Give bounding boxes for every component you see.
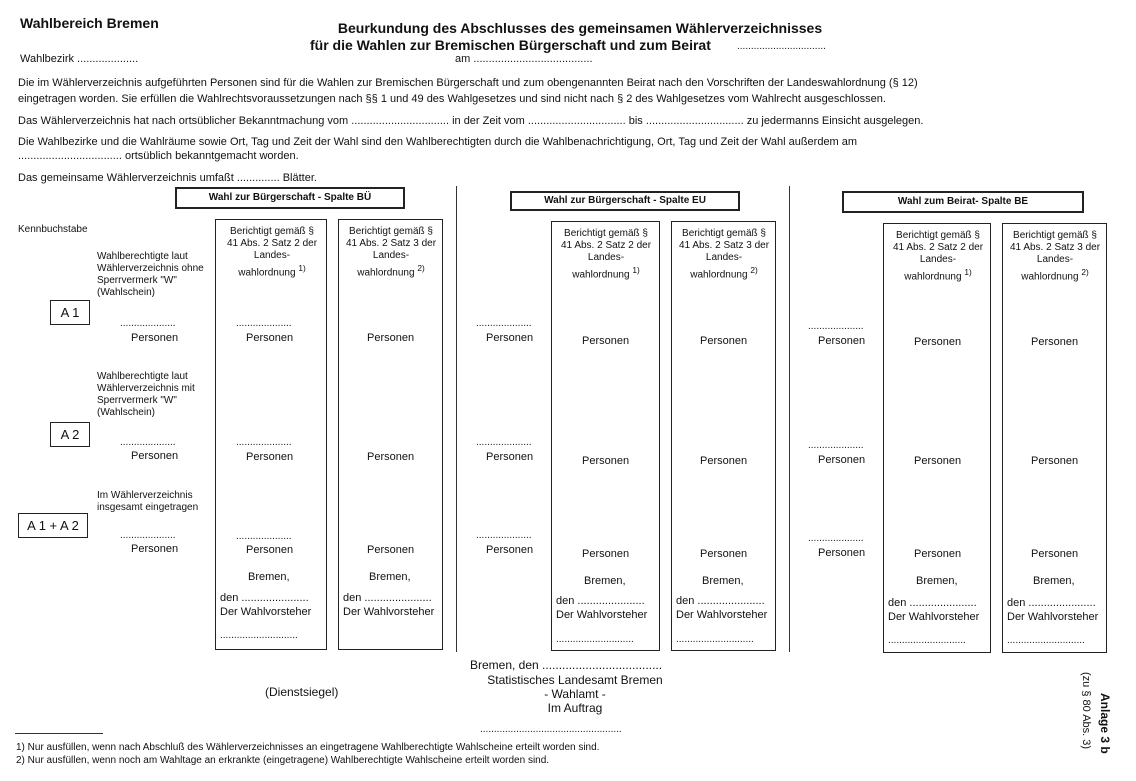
bu-wahlvorsteher-satz2: Der Wahlvorsteher <box>220 606 312 618</box>
eu-a2-personen: Personen <box>486 451 534 463</box>
a2-count-dots: .................... <box>120 437 176 448</box>
a1-personen: Personen <box>131 332 179 344</box>
bu-den-satz2: den ...................... <box>220 592 309 604</box>
be-col-satz3-heading: Berichtigt gemäß § 41 Abs. 2 Satz 3 der Landes- wahlordnung $^{2)}$ <box>1009 230 1101 283</box>
be-a12-dots: .................... <box>808 533 864 544</box>
be-den-satz2: den ...................... <box>888 597 977 609</box>
bu-a12-personen-satz3: Personen <box>367 544 415 556</box>
section-header-eu: Wahl zur Bürgerschaft - Spalte EU <box>510 191 740 211</box>
eu-a12-dots: .................... <box>476 530 532 541</box>
section-header-bu: Wahl zur Bürgerschaft - Spalte BÜ <box>175 187 405 209</box>
eu-a12-personen-satz2: Personen <box>582 548 630 560</box>
eu-a12-personen: Personen <box>486 544 534 556</box>
section-header-be: Wahl zum Beirat- Spalte BE <box>842 191 1084 213</box>
be-signature-satz2: ............................ <box>888 635 966 646</box>
eu-a2-dots: .................... <box>476 437 532 448</box>
a12-personen: Personen <box>131 543 179 555</box>
be-a12-personen-satz3: Personen <box>1031 548 1079 560</box>
footnote-separator <box>15 733 103 734</box>
eu-a1-personen-satz2: Personen <box>582 335 630 347</box>
be-a1-personen: Personen <box>818 335 866 347</box>
eu-den-satz3: den ...................... <box>676 595 765 607</box>
kennbuchstabe-label: Kennbuchstabe <box>18 224 88 235</box>
bu-col-satz3-heading: Berichtigt gemäß § 41 Abs. 2 Satz 3 der Landes- wahlordnung $^{2)}$ <box>345 226 437 279</box>
paragraph-3-line2: .................................. ortsüblich bekanntgemacht worden. <box>18 150 299 162</box>
office-name: Statistisches Landesamt Bremen <box>487 673 663 687</box>
a2-personen: Personen <box>131 450 179 462</box>
bu-a2-personen-satz3: Personen <box>367 451 415 463</box>
footnote-1: 1) Nur ausfüllen, wenn nach Abschluß des Wählerverzeichnisses an eingetragene Wahlberechtigte Wahlscheine erteilt worden sind. <box>16 742 600 753</box>
bu-a1-personen-satz2: Personen <box>246 332 294 344</box>
footnote-2: 2) Nur ausfüllen, wenn noch am Wahltage an erkrankte (eingetragene) Wahlberechtigte Wahlscheine erteilt worden sind. <box>16 755 550 766</box>
wahlbezirk-field: Wahlbezirk .................... <box>20 53 139 65</box>
be-a2-personen-satz3: Personen <box>1031 455 1079 467</box>
eu-signature-satz2: ............................ <box>556 634 634 645</box>
document-title-line1: Beurkundung des Abschlusses des gemeinsamen Wählerverzeichnisses <box>337 20 823 36</box>
paragraph-1-line2: eingetragen worden. Sie erfüllen die Wahlrechtsvoraussetzungen nach §§ 1 und 49 des Wahlgesetzes und sind nicht nach § 2 des Wahlgesetzes vom Wahlrecht ausgeschlossen. <box>18 93 886 105</box>
code-a1: A 1 <box>50 300 90 325</box>
bu-bremen-satz3: Bremen, <box>369 571 411 583</box>
bu-col-satz3 <box>338 219 443 650</box>
bu-a1-personen-satz3: Personen <box>367 332 415 344</box>
be-col-satz2-heading: Berichtigt gemäß § 41 Abs. 2 Satz 2 der Landes- wahlordnung $^{1)}$ <box>892 230 984 283</box>
bu-a1-dots-satz2: .................... <box>236 318 292 329</box>
eu-den-satz2: den ...................... <box>556 595 645 607</box>
bu-col-satz2-heading: Berichtigt gemäß § 41 Abs. 2 Satz 2 der Landes- wahlordnung $^{1)}$ <box>226 226 318 279</box>
eu-col-satz2 <box>551 221 660 651</box>
a12-description: Im Wählerverzeichnis insgesamt eingetragen <box>97 490 199 513</box>
footer-bremen-date: Bremen, den .................................... <box>470 658 663 672</box>
eu-a1-personen-satz3: Personen <box>700 335 748 347</box>
eu-bremen-satz3: Bremen, <box>702 575 744 587</box>
paragraph-3-line1: Die Wahlbezirke und die Wahlräume sowie Ort, Tag und Zeit der Wahl sind den Wahlberechtigten durch die Wahlbenachrichtigung, Ort, Tag und Zeit der Wahl außerdem am <box>18 136 858 148</box>
be-a12-personen: Personen <box>818 547 866 559</box>
be-bremen-satz3: Bremen, <box>1033 575 1075 587</box>
be-a1-dots: .................... <box>808 321 864 332</box>
office-on-behalf: Im Auftrag <box>547 701 603 715</box>
eu-col-satz2-heading: Berichtigt gemäß § 41 Abs. 2 Satz 2 der Landes- wahlordnung $^{1)}$ <box>560 228 652 281</box>
eu-a1-personen: Personen <box>486 332 534 344</box>
document-title-line2: für die Wahlen zur Bremischen Bürgerschaft und zum Beirat <box>310 37 711 53</box>
bu-a12-dots-satz2: .................... <box>236 531 292 542</box>
eu-a12-personen-satz3: Personen <box>700 548 748 560</box>
paragraph-4: Das gemeinsame Wählerverzeichnis umfaßt .............. Blätter. <box>18 172 317 184</box>
a1-description: Wahlberechtigte laut Wählerverzeichnis ohne Sperrvermerk "W" (Wahlschein) <box>97 251 204 298</box>
date-field: am ....................................... <box>455 53 593 65</box>
eu-col-satz3 <box>671 221 776 651</box>
paragraph-1-line1: Die im Wählerverzeichnis aufgeführten Personen sind für die Wahlen zur Bremischen Bürgerschaft und zum obengenannten Beirat nach den Vorschriften der Landeswahlordnung (§ 12) <box>18 77 918 89</box>
eu-bremen-satz2: Bremen, <box>584 575 626 587</box>
be-den-satz3: den ...................... <box>1007 597 1096 609</box>
office-department: - Wahlamt - <box>544 687 606 701</box>
be-wahlvorsteher-satz3: Der Wahlvorsteher <box>1007 611 1099 623</box>
be-a2-dots: .................... <box>808 440 864 451</box>
paragraph-2: Das Wählerverzeichnis hat nach ortsüblicher Bekanntmachung vom ................................ in der Zeit vom ................................ bis ................................ zu jedermanns Einsicht ausgelegen. <box>18 115 924 127</box>
a1-count-dots: .................... <box>120 318 176 329</box>
title-dots: ................................ <box>737 41 826 52</box>
bu-a12-personen-satz2: Personen <box>246 544 294 556</box>
bu-col-satz2 <box>215 219 327 650</box>
bu-wahlvorsteher-satz3: Der Wahlvorsteher <box>343 606 435 618</box>
be-a12-personen-satz2: Personen <box>914 548 962 560</box>
office-signature-dots: ................................................... <box>480 724 622 735</box>
be-a1-personen-satz3: Personen <box>1031 336 1079 348</box>
be-wahlvorsteher-satz2: Der Wahlvorsteher <box>888 611 980 623</box>
code-a1-plus-a2: A 1 + A 2 <box>18 513 88 538</box>
bu-a2-personen-satz2: Personen <box>246 451 294 463</box>
eu-signature-satz3: ............................ <box>676 634 754 645</box>
bu-den-satz3: den ...................... <box>343 592 432 604</box>
a2-description: Wahlberechtigte laut Wählerverzeichnis mit Sperrvermerk "W" (Wahlschein) <box>97 371 195 418</box>
be-a2-personen: Personen <box>818 454 866 466</box>
eu-col-satz3-heading: Berichtigt gemäß § 41 Abs. 2 Satz 3 der Landes- wahlordnung $^{2)}$ <box>678 228 770 281</box>
annex-label: Anlage 3 b <box>1098 693 1112 754</box>
be-a1-personen-satz2: Personen <box>914 336 962 348</box>
section-divider-1 <box>456 186 457 652</box>
eu-a2-personen-satz2: Personen <box>582 455 630 467</box>
eu-wahlvorsteher-satz3: Der Wahlvorsteher <box>676 609 768 621</box>
bu-signature-satz2: ............................ <box>220 630 298 641</box>
eu-wahlvorsteher-satz2: Der Wahlvorsteher <box>556 609 648 621</box>
section-divider-2 <box>789 186 790 652</box>
official-seal-label: (Dienstsiegel) <box>265 685 339 699</box>
code-a2: A 2 <box>50 422 90 447</box>
bu-bremen-satz2: Bremen, <box>248 571 290 583</box>
bu-a2-dots-satz2: .................... <box>236 437 292 448</box>
be-a2-personen-satz2: Personen <box>914 455 962 467</box>
be-signature-satz3: ............................ <box>1007 635 1085 646</box>
a12-count-dots: .................... <box>120 530 176 541</box>
district-title: Wahlbereich Bremen <box>20 15 159 31</box>
annex-reference: (zu § 80 Abs. 3) <box>1080 672 1092 750</box>
eu-a1-dots: .................... <box>476 318 532 329</box>
be-col-satz2 <box>883 223 991 653</box>
be-col-satz3 <box>1002 223 1107 653</box>
be-bremen-satz2: Bremen, <box>916 575 958 587</box>
eu-a2-personen-satz3: Personen <box>700 455 748 467</box>
